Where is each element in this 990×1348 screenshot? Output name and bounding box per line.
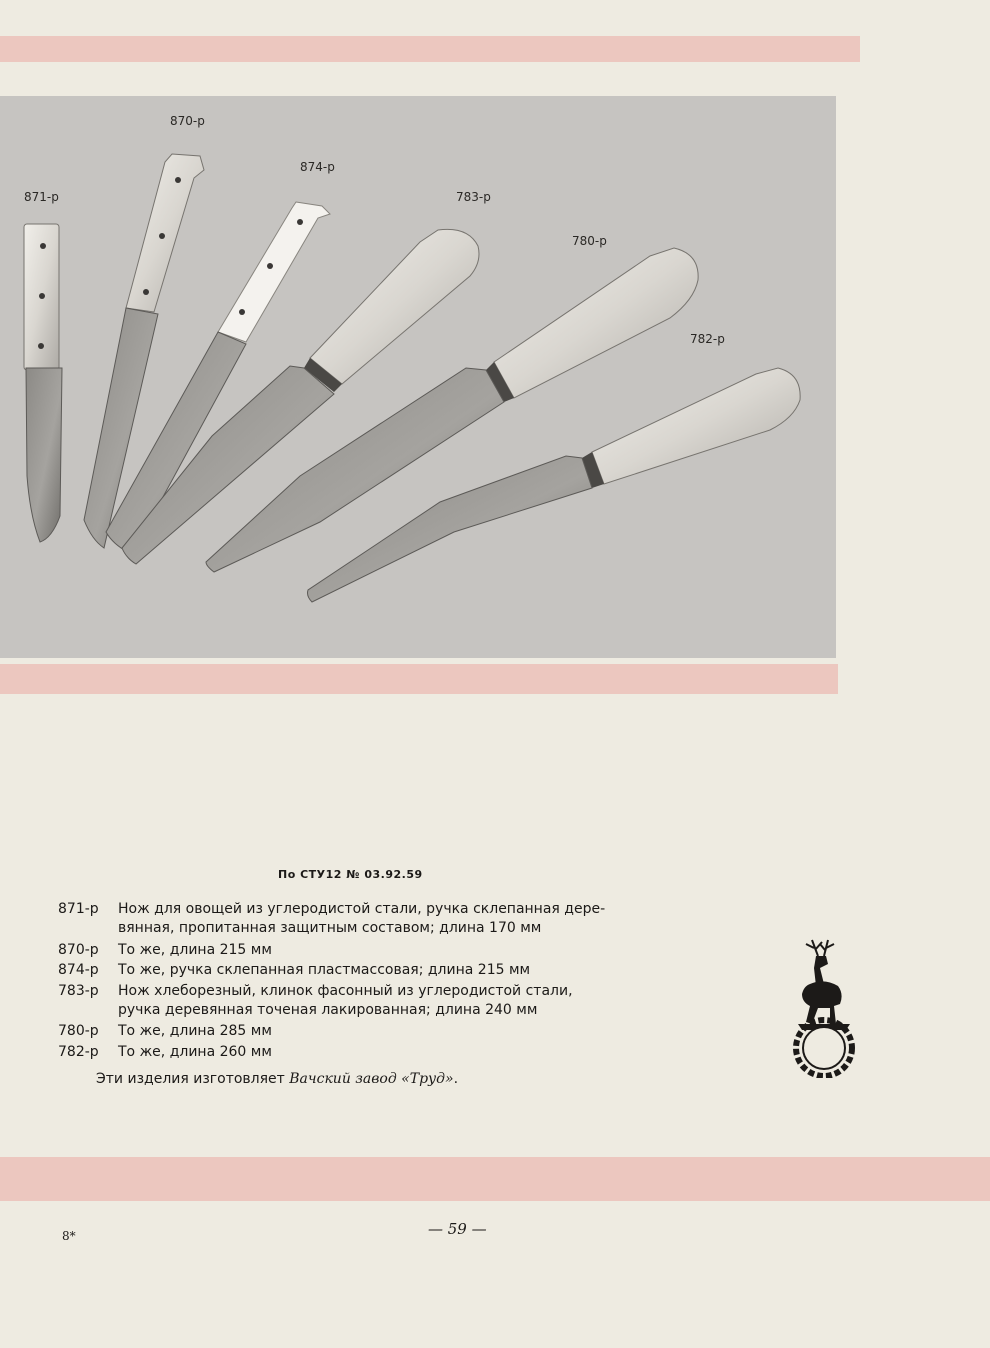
item-code: 783-р [58, 983, 99, 999]
decorative-band-middle [0, 664, 838, 694]
manufacturer-note [96, 1071, 458, 1087]
manufacturer-name: Вачский завод «Труд» [289, 1071, 454, 1087]
page-number: — 59 — [428, 1220, 487, 1238]
knife-label-783: 783-р [456, 190, 491, 204]
item-description-line: Нож для овощей из углеродистой стали, ручка склепанная дере- [118, 901, 606, 917]
signature-mark: 8* [62, 1229, 76, 1243]
item-code: 871-р [58, 901, 99, 917]
list-item [58, 1022, 272, 1041]
knife-label-870: 870-р [170, 114, 205, 128]
item-description-line: Нож хлеборезный, клинок фасонный из углеродистой стали, [118, 983, 573, 999]
manufacturer-suffix: . [453, 1071, 459, 1087]
knives-photo [0, 96, 836, 658]
knives-illustration [0, 96, 836, 658]
item-code: 780-р [58, 1023, 99, 1039]
list-item [58, 900, 606, 936]
list-item [58, 1043, 272, 1062]
item-description: То же, ручка склепанная пластмассовая; длина 215 мм [118, 962, 531, 978]
item-description: То же, длина 285 мм [118, 1023, 272, 1039]
list-item [58, 941, 272, 960]
decorative-band-bottom [0, 1157, 990, 1201]
list-item [58, 982, 573, 1018]
decorative-band-top [0, 36, 860, 62]
list-item [58, 961, 531, 980]
knife-label-780: 780-р [572, 234, 607, 248]
knife-label-874: 874-р [300, 160, 335, 174]
item-description [118, 900, 605, 938]
knife-871 [24, 224, 62, 542]
item-code: 870-р [58, 942, 99, 958]
knife-label-782: 782-р [690, 332, 725, 346]
item-description-line: вянная, пропитанная защитным составом; длина 170 мм [118, 920, 542, 936]
standard-reference: По СТУ12 № 03.92.59 [278, 868, 423, 881]
knife-label-871: 871-р [24, 190, 59, 204]
item-code: 874-р [58, 962, 99, 978]
deer-emblem-icon [790, 938, 858, 1078]
item-description [118, 982, 573, 1020]
item-description: То же, длина 260 мм [118, 1044, 272, 1060]
item-description-line: ручка деревянная точеная лакированная; длина 240 мм [118, 1002, 538, 1018]
knife-782 [308, 368, 801, 602]
manufacturer-prefix: Эти изделия изготовляет [96, 1071, 290, 1087]
item-description: То же, длина 215 мм [118, 942, 272, 958]
item-code: 782-р [58, 1044, 99, 1060]
